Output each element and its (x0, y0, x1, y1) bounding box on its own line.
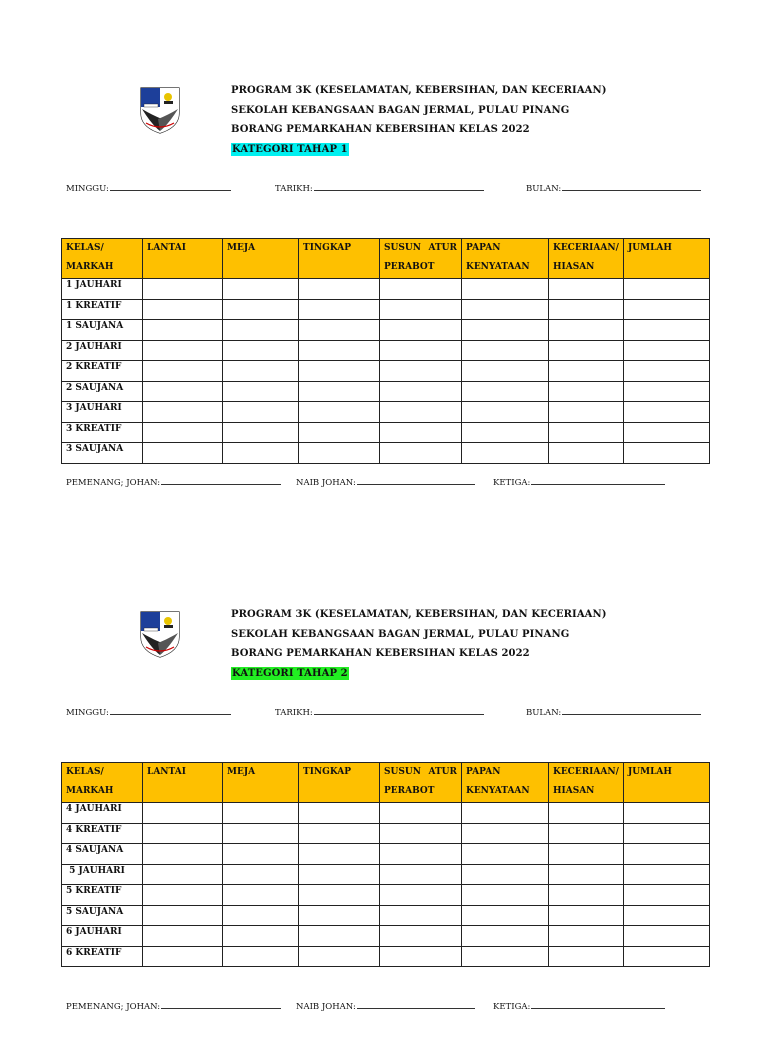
score-cell[interactable] (462, 299, 549, 320)
table-header-row (62, 763, 710, 803)
score-cell[interactable] (143, 279, 223, 300)
col-kelas: KELAS/ MARKAH (62, 763, 143, 803)
date-fields (0, 705, 768, 719)
score-cell[interactable] (380, 864, 462, 885)
form-title: BORANG PEMARKAHAN KEBERSIHAN KELAS 2022 (231, 648, 530, 659)
score-cell[interactable] (143, 864, 223, 885)
score-cell[interactable] (462, 803, 549, 824)
score-cell[interactable] (299, 864, 380, 885)
school-crest-icon (138, 85, 182, 135)
score-cell[interactable] (223, 299, 299, 320)
naib-johan-blank[interactable] (357, 475, 475, 485)
score-cell[interactable] (462, 885, 549, 906)
class-name-cell: 2 SAUJANA (62, 381, 143, 402)
table-row (62, 803, 710, 824)
johan-label: PEMENANG; JOHAN: (66, 1002, 161, 1012)
form-header (231, 84, 607, 162)
scoring-form-section-1 (0, 0, 768, 520)
table-row (62, 823, 710, 844)
tarikh-field[interactable] (275, 181, 484, 194)
table-row (62, 443, 710, 464)
col-papan: PAPAN KENYATAAN (462, 239, 549, 279)
col-tingkap: TINGKAP (299, 763, 380, 803)
score-cell[interactable] (624, 361, 710, 382)
score-cell[interactable] (223, 320, 299, 341)
score-cell[interactable] (380, 320, 462, 341)
score-cell[interactable] (549, 361, 624, 382)
col-meja: MEJA (223, 239, 299, 279)
score-cell[interactable] (624, 422, 710, 443)
class-name-cell: 5 JAUHARI (62, 864, 143, 885)
score-cell[interactable] (299, 299, 380, 320)
score-cell[interactable] (143, 823, 223, 844)
score-cell[interactable] (380, 844, 462, 865)
table-row (62, 946, 710, 967)
score-cell[interactable] (143, 926, 223, 947)
tarikh-blank[interactable] (314, 181, 484, 191)
score-cell[interactable] (380, 381, 462, 402)
ketiga-field[interactable] (493, 999, 665, 1012)
score-cell[interactable] (462, 844, 549, 865)
table-row (62, 279, 710, 300)
form-header (231, 608, 607, 686)
score-cell[interactable] (223, 402, 299, 423)
score-cell[interactable] (143, 443, 223, 464)
score-cell[interactable] (299, 381, 380, 402)
score-cell[interactable] (143, 946, 223, 967)
score-cell[interactable] (223, 823, 299, 844)
score-cell[interactable] (624, 823, 710, 844)
class-name-cell: 2 JAUHARI (62, 340, 143, 361)
score-cell[interactable] (299, 885, 380, 906)
score-cell[interactable] (143, 320, 223, 341)
score-cell[interactable] (462, 864, 549, 885)
col-tingkap: TINGKAP (299, 239, 380, 279)
class-name-cell: 3 KREATIF (62, 422, 143, 443)
score-cell[interactable] (299, 361, 380, 382)
tarikh-label: TARIKH: (275, 708, 313, 718)
class-name-cell: 1 KREATIF (62, 299, 143, 320)
program-title: PROGRAM 3K (KESELAMATAN, KEBERSIHAN, DAN KECERIAAN) (231, 85, 607, 96)
naib-johan-field[interactable] (296, 475, 475, 488)
score-cell[interactable] (462, 443, 549, 464)
score-cell[interactable] (223, 361, 299, 382)
score-cell[interactable] (462, 340, 549, 361)
minggu-blank[interactable] (110, 705, 231, 715)
school-name: SEKOLAH KEBANGSAAN BAGAN JERMAL, PULAU PINANG (231, 104, 570, 116)
school-name: SEKOLAH KEBANGSAAN BAGAN JERMAL, PULAU PINANG (231, 628, 570, 640)
score-cell[interactable] (143, 885, 223, 906)
tarikh-field[interactable] (275, 705, 484, 718)
class-name-cell: 5 KREATIF (62, 885, 143, 906)
naib-johan-field[interactable] (296, 999, 475, 1012)
score-cell[interactable] (624, 443, 710, 464)
winners-line (0, 475, 768, 489)
table-row (62, 926, 710, 947)
score-cell[interactable] (549, 299, 624, 320)
score-cell[interactable] (462, 422, 549, 443)
class-name-cell: 2 KREATIF (62, 361, 143, 382)
program-title: PROGRAM 3K (KESELAMATAN, KEBERSIHAN, DAN KECERIAAN) (231, 609, 607, 620)
score-cell[interactable] (462, 279, 549, 300)
minggu-field[interactable] (66, 705, 231, 718)
score-cell[interactable] (380, 803, 462, 824)
score-cell[interactable] (380, 279, 462, 300)
johan-blank[interactable] (161, 999, 281, 1009)
scoring-table (61, 762, 710, 967)
score-cell[interactable] (380, 946, 462, 967)
score-cell[interactable] (462, 320, 549, 341)
school-crest-icon (138, 609, 182, 659)
table-row (62, 361, 710, 382)
score-cell[interactable] (223, 340, 299, 361)
col-papan: PAPAN KENYATAAN (462, 763, 549, 803)
table-row (62, 422, 710, 443)
score-cell[interactable] (624, 885, 710, 906)
score-cell[interactable] (380, 885, 462, 906)
table-row (62, 844, 710, 865)
score-cell[interactable] (223, 381, 299, 402)
winners-line (0, 999, 768, 1013)
score-cell[interactable] (462, 402, 549, 423)
bulan-label: BULAN: (526, 184, 562, 194)
col-jumlah: JUMLAH (624, 239, 710, 279)
score-cell[interactable] (549, 823, 624, 844)
naib-johan-blank[interactable] (357, 999, 475, 1009)
johan-blank[interactable] (161, 475, 281, 485)
col-kelas: KELAS/ MARKAH (62, 239, 143, 279)
score-cell[interactable] (549, 864, 624, 885)
scoring-form-section-2 (0, 524, 768, 1044)
score-cell[interactable] (624, 864, 710, 885)
score-cell[interactable] (624, 381, 710, 402)
ketiga-label: KETIGA: (493, 478, 531, 488)
score-cell[interactable] (223, 443, 299, 464)
score-cell[interactable] (549, 381, 624, 402)
table-row (62, 885, 710, 906)
score-cell[interactable] (223, 844, 299, 865)
ketiga-blank[interactable] (531, 475, 665, 485)
score-cell[interactable] (380, 905, 462, 926)
score-cell[interactable] (223, 279, 299, 300)
minggu-label: MINGGU: (66, 708, 109, 718)
score-cell[interactable] (462, 926, 549, 947)
score-cell[interactable] (462, 381, 549, 402)
score-cell[interactable] (549, 926, 624, 947)
col-keceriaan: KECERIAAN/ HIASAN (549, 239, 624, 279)
score-cell[interactable] (549, 422, 624, 443)
score-cell[interactable] (549, 905, 624, 926)
table-row (62, 299, 710, 320)
bulan-field[interactable] (526, 181, 701, 194)
naib-johan-label: NAIB JOHAN: (296, 478, 356, 488)
score-cell[interactable] (380, 926, 462, 947)
col-jumlah: JUMLAH (624, 763, 710, 803)
table-header-row (62, 239, 710, 279)
score-cell[interactable] (223, 905, 299, 926)
score-cell[interactable] (223, 926, 299, 947)
score-cell[interactable] (380, 422, 462, 443)
score-cell[interactable] (223, 885, 299, 906)
score-cell[interactable] (143, 844, 223, 865)
score-cell[interactable] (549, 443, 624, 464)
table-row (62, 905, 710, 926)
minggu-blank[interactable] (110, 181, 231, 191)
score-cell[interactable] (624, 926, 710, 947)
col-lantai: LANTAI (143, 239, 223, 279)
score-cell[interactable] (143, 381, 223, 402)
class-name-cell: 6 JAUHARI (62, 926, 143, 947)
johan-field[interactable] (66, 475, 281, 488)
col-susun-atur: SUSUN ATUR PERABOT (380, 239, 462, 279)
score-cell[interactable] (380, 402, 462, 423)
score-cell[interactable] (549, 844, 624, 865)
table-row (62, 320, 710, 341)
score-cell[interactable] (143, 803, 223, 824)
date-fields (0, 181, 768, 195)
score-cell[interactable] (299, 946, 380, 967)
score-cell[interactable] (462, 946, 549, 967)
score-cell[interactable] (299, 926, 380, 947)
score-cell[interactable] (549, 340, 624, 361)
score-cell[interactable] (223, 803, 299, 824)
ketiga-field[interactable] (493, 475, 665, 488)
class-name-cell: 1 JAUHARI (62, 279, 143, 300)
score-cell[interactable] (462, 361, 549, 382)
score-cell[interactable] (223, 946, 299, 967)
category-badge: KATEGORI TAHAP 2 (232, 667, 348, 679)
table-row (62, 381, 710, 402)
score-cell[interactable] (624, 299, 710, 320)
bulan-label: BULAN: (526, 708, 562, 718)
bulan-blank[interactable] (562, 181, 701, 191)
score-cell[interactable] (143, 905, 223, 926)
category-badge: KATEGORI TAHAP 1 (232, 143, 348, 155)
score-cell[interactable] (143, 340, 223, 361)
minggu-field[interactable] (66, 181, 231, 194)
class-name-cell: 4 JAUHARI (62, 803, 143, 824)
tarikh-blank[interactable] (314, 705, 484, 715)
score-cell[interactable] (624, 905, 710, 926)
col-keceriaan: KECERIAAN/ HIASAN (549, 763, 624, 803)
bulan-blank[interactable] (562, 705, 701, 715)
score-cell[interactable] (624, 803, 710, 824)
class-name-cell: 1 SAUJANA (62, 320, 143, 341)
score-cell[interactable] (462, 905, 549, 926)
score-cell[interactable] (299, 443, 380, 464)
class-name-cell: 3 JAUHARI (62, 402, 143, 423)
score-cell[interactable] (380, 299, 462, 320)
score-cell[interactable] (143, 402, 223, 423)
score-cell[interactable] (299, 402, 380, 423)
tarikh-label: TARIKH: (275, 184, 313, 194)
score-cell[interactable] (549, 803, 624, 824)
score-cell[interactable] (299, 905, 380, 926)
class-name-cell: 5 SAUJANA (62, 905, 143, 926)
score-cell[interactable] (624, 402, 710, 423)
score-cell[interactable] (624, 340, 710, 361)
scoring-table (61, 238, 710, 464)
score-cell[interactable] (624, 279, 710, 300)
score-cell[interactable] (143, 361, 223, 382)
score-cell[interactable] (143, 299, 223, 320)
score-cell[interactable] (549, 946, 624, 967)
score-cell[interactable] (299, 823, 380, 844)
table-row (62, 402, 710, 423)
score-cell[interactable] (380, 361, 462, 382)
score-cell[interactable] (223, 422, 299, 443)
score-cell[interactable] (624, 946, 710, 967)
score-cell[interactable] (223, 864, 299, 885)
score-cell[interactable] (549, 279, 624, 300)
table-row (62, 864, 710, 885)
score-cell[interactable] (624, 844, 710, 865)
class-name-cell: 3 SAUJANA (62, 443, 143, 464)
score-cell[interactable] (624, 320, 710, 341)
score-cell[interactable] (299, 803, 380, 824)
class-name-cell: 4 SAUJANA (62, 844, 143, 865)
score-cell[interactable] (380, 340, 462, 361)
form-title: BORANG PEMARKAHAN KEBERSIHAN KELAS 2022 (231, 124, 530, 135)
bulan-field[interactable] (526, 705, 701, 718)
score-cell[interactable] (380, 823, 462, 844)
johan-field[interactable] (66, 999, 281, 1012)
score-cell[interactable] (380, 443, 462, 464)
col-susun-atur: SUSUN ATUR PERABOT (380, 763, 462, 803)
johan-label: PEMENANG; JOHAN: (66, 478, 161, 488)
score-cell[interactable] (549, 402, 624, 423)
ketiga-label: KETIGA: (493, 1002, 531, 1012)
score-cell[interactable] (299, 844, 380, 865)
score-cell[interactable] (549, 885, 624, 906)
naib-johan-label: NAIB JOHAN: (296, 1002, 356, 1012)
score-cell[interactable] (299, 422, 380, 443)
score-cell[interactable] (143, 422, 223, 443)
score-cell[interactable] (299, 279, 380, 300)
col-lantai: LANTAI (143, 763, 223, 803)
score-cell[interactable] (299, 320, 380, 341)
class-name-cell: 6 KREATIF (62, 946, 143, 967)
score-cell[interactable] (462, 823, 549, 844)
minggu-label: MINGGU: (66, 184, 109, 194)
score-cell[interactable] (549, 320, 624, 341)
class-name-cell: 4 KREATIF (62, 823, 143, 844)
score-cell[interactable] (299, 340, 380, 361)
table-row (62, 340, 710, 361)
col-meja: MEJA (223, 763, 299, 803)
ketiga-blank[interactable] (531, 999, 665, 1009)
